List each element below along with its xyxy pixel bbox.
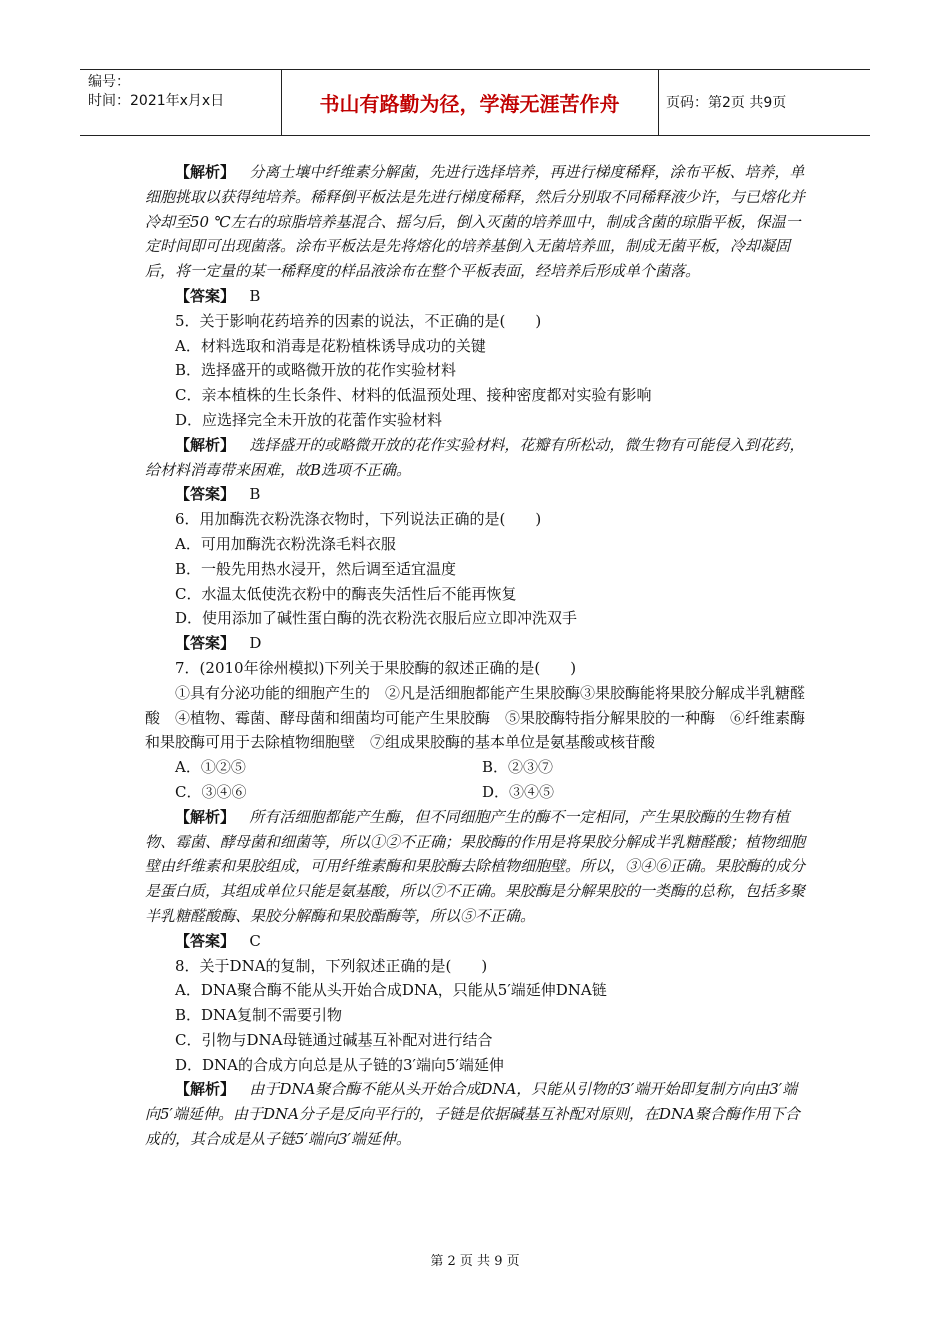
header-motto: 书山有路勤为径，学海无涯苦作舟 <box>319 91 620 116</box>
q6-option-a: A．可用加酶洗衣粉洗涤毛料衣服 <box>175 534 396 553</box>
answer-label: 【答案】 <box>175 286 236 305</box>
q8-stem: 8．关于DNA的复制，下列叙述正确的是( ) <box>175 956 488 975</box>
q5-option-d: D．应选择完全未开放的花蕾作实验材料 <box>175 410 443 429</box>
q7-option-c: C．③④⑥ <box>175 782 247 801</box>
q7-option-b: B．②③⑦ <box>482 758 554 777</box>
page-header <box>80 69 870 135</box>
header-meta <box>88 73 224 111</box>
q5-option-a: A．材料选取和消毒是花粉植株诱导成功的关键 <box>175 336 486 355</box>
q6-option-d: D．使用添加了碱性蛋白酶的洗衣粉洗衣服后应立即冲洗双手 <box>175 609 578 628</box>
analysis-label: 【解析】 <box>175 807 236 826</box>
q8-option-b: B．DNA复制不需要引物 <box>175 1006 343 1025</box>
q7-statements: ①具有分泌功能的细胞产生的 ②凡是活细胞都能产生果胶酶③果胶酶能将果胶分解成半乳糖醛酸 ④植物、霉菌、酵母菌和细菌均可能产生果胶酶 ⑤果胶酶特指分解果胶的一种酶 ⑥纤维素酶和果胶酶可用于去除植物细胞壁 ⑦组成果胶酶的基本单位是氨基酸或核苷酸 <box>145 683 806 752</box>
q8-option-a: A．DNA聚合酶不能从头开始合成DNA，只能从5′端延伸DNA链 <box>175 981 607 1000</box>
answer-label: 【答案】 <box>175 634 236 653</box>
q7-stem: 7．(2010年徐州模拟)下列关于果胶酶的叙述正确的是( ) <box>175 658 577 677</box>
q8-option-d: D．DNA的合成方向总是从子链的3′端向5′端延伸 <box>175 1055 504 1074</box>
q8-analysis <box>145 1077 805 1151</box>
q5-option-c: C．亲本植株的生长条件、材料的低温预处理、接种密度都对实验有影响 <box>175 386 652 405</box>
q7-option-d: D．③④⑤ <box>482 782 555 801</box>
q5-option-b: B．选择盛开的或略微开放的花作实验材料 <box>175 361 457 380</box>
q5-stem: 5．关于影响花药培养的因素的说法，不正确的是( ) <box>175 311 542 330</box>
date-label: 时间：2021年x月x日 <box>88 93 225 109</box>
document-body <box>145 160 805 1152</box>
q8-option-c: C．引物与DNA母链通过碱基互补配对进行结合 <box>175 1030 493 1049</box>
analysis-text: 分离土壤中纤维素分解菌，先进行选择培养，再进行梯度稀释，涂布平板、培养，单细胞挑取以获得纯培养。稀释倒平板法是先进行梯度稀释，然后分别取不同稀释液少许，与已熔化并冷却至50 ℃左右的琼脂培养基混合、摇匀后，倒入灭菌的培养皿中，制成含菌的琼脂平板，保温一定时间即可出现菌落。涂布平板法是先将熔化的培养基倒入无菌培养皿，制成无菌平板，冷却凝固后，将一定量的某一稀释度的样品液涂布在整个平板表面，经培养后形成单个菌落。 <box>145 163 806 281</box>
q6-option-c: C．水温太低使洗衣粉中的酶丧失活性后不能再恢复 <box>175 584 517 603</box>
answer-label: 【答案】 <box>175 931 236 950</box>
header-bottom-rule <box>80 135 870 136</box>
q7-options-row-2 <box>145 780 805 805</box>
answer-value: B <box>249 286 261 305</box>
analysis-label: 【解析】 <box>175 1080 236 1099</box>
analysis-label: 【解析】 <box>175 435 236 454</box>
q4-answer <box>145 284 805 309</box>
q4-analysis <box>145 160 805 284</box>
answer-label: 【答案】 <box>175 485 236 504</box>
answer-value: B <box>249 485 261 504</box>
page-footer: 第 2 页 共 9 页 <box>430 1254 520 1269</box>
q6-stem: 6．用加酶洗衣粉洗涤衣物时，下列说法正确的是( ) <box>175 510 542 529</box>
header-divider-right <box>658 69 659 135</box>
q6-option-b: B．一般先用热水浸开，然后调至适宜温度 <box>175 559 457 578</box>
analysis-text: 所有活细胞都能产生酶，但不同细胞产生的酶不一定相同，产生果胶酶的生物有植物、霉菌、酵母菌和细菌等，所以①②不正确；果胶酶的作用是将果胶分解成半乳糖醛酸；植物细胞壁由纤维素和果胶组成，可用纤维素酶和果胶酶去除植物细胞壁。所以，③④⑥正确。果胶酶的成分是蛋白质，其组成单位只能是氨基酸，所以⑦不正确。果胶酶是分解果胶的一类酶的总称，包括多聚半乳糖醛酸酶、果胶分解酶和果胶酯酶等，所以⑤不正确。 <box>145 807 806 925</box>
q5-answer <box>145 482 805 507</box>
number-label: 编号： <box>88 74 130 90</box>
answer-value: C <box>249 931 261 950</box>
analysis-text: 由于DNA聚合酶不能从头开始合成DNA，只能从引物的3′端开始即复制方向由3′端向5′端延伸。由于DNA分子是反向平行的，子链是依据碱基互补配对原则，在DNA聚合酶作用下合成的，其合成是从子链5′端向3′端延伸。 <box>145 1080 800 1149</box>
q5-analysis <box>145 433 805 483</box>
analysis-text: 选择盛开的或略微开放的花作实验材料，花瓣有所松动，微生物有可能侵入到花药，给材料消毒带来困难，故B选项不正确。 <box>145 435 805 479</box>
q7-options-row-1 <box>145 755 805 780</box>
q7-answer <box>145 929 805 954</box>
q7-analysis <box>145 805 805 929</box>
header-page-info: 页码：第2页 共9页 <box>666 95 787 111</box>
q7-option-a: A．①②⑤ <box>175 758 246 777</box>
answer-value: D <box>249 634 262 653</box>
q6-answer <box>145 631 805 656</box>
analysis-label: 【解析】 <box>175 163 236 181</box>
